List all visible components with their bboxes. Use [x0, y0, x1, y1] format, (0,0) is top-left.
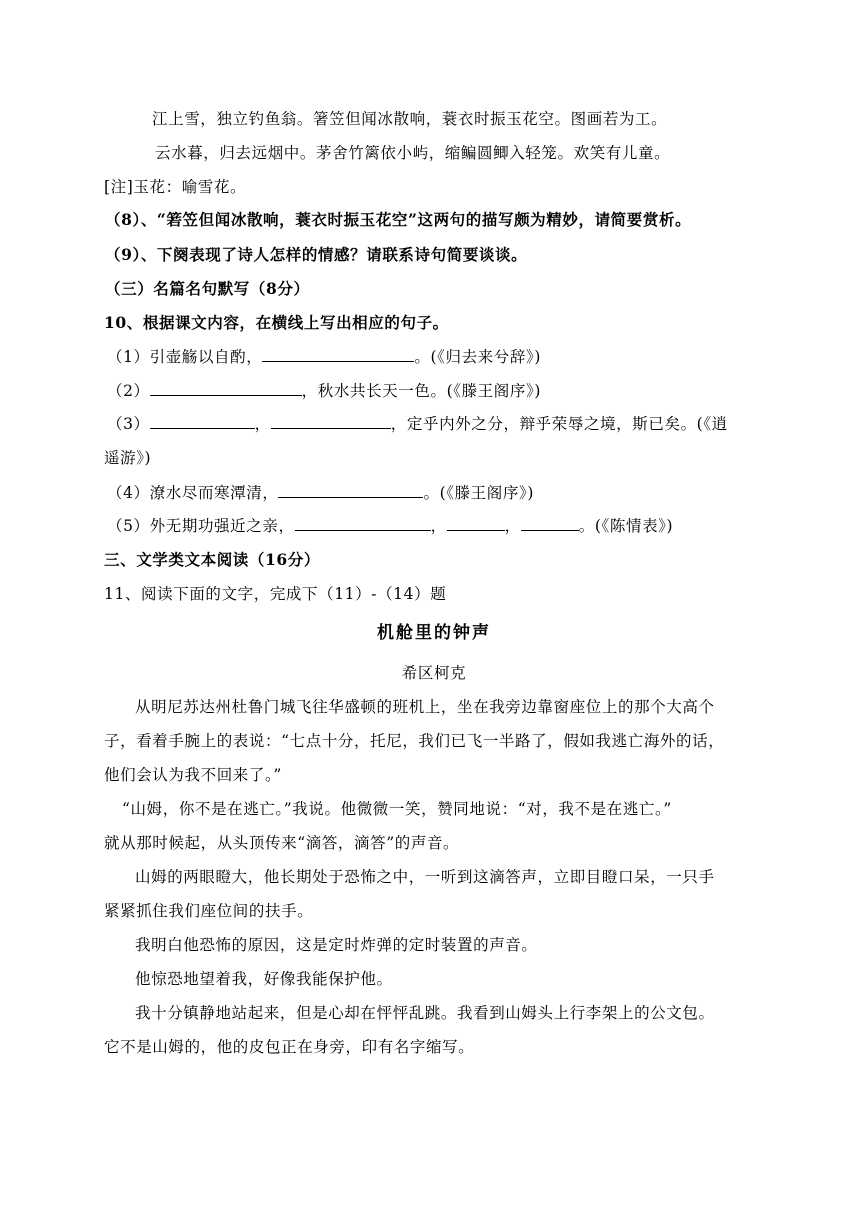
recite-item-1-suffix: 。(《归去来兮辞》) [414, 348, 541, 366]
answer-blank[interactable] [521, 516, 579, 531]
recite-item-1-prefix: （1）引壶觞以自酌， [107, 348, 263, 366]
story-paragraph-1-line-1: 从明尼苏达州杜鲁门城飞往华盛顿的班机上，坐在我旁边靠窗座位上的那个大高个 [135, 698, 715, 716]
recite-item-5-sep2: ， [504, 517, 521, 535]
recite-item-2-suffix: ，秋水共长天一色。(《滕王阁序》) [301, 382, 541, 400]
story-paragraph-6-line-2: 它不是山姆的，他的皮包正在身旁，印有名字缩写。 [104, 1038, 475, 1056]
recite-item-3 [107, 414, 767, 434]
recite-item-1 [107, 347, 767, 367]
poem-line-2: 云水暮，归去远烟中。茅舍竹篱依小屿，缩鳊圆鲫入轻笼。欢笑有儿童。 [155, 144, 671, 162]
story-title: 机舱里的钟声 [377, 623, 491, 643]
answer-blank[interactable] [278, 483, 423, 498]
section-three-header: 三、文学类文本阅读（16分） [104, 550, 320, 569]
recite-item-5 [107, 516, 767, 536]
recite-item-3-cont: 遥游》) [104, 449, 152, 467]
story-paragraph-3-line-1: 山姆的两眼瞪大，他长期处于恐怖之中，一听到这滴答声，立即目瞪口呆，一只手 [135, 868, 715, 886]
story-author: 希区柯克 [401, 664, 467, 682]
recite-item-3-sep: ， [254, 415, 271, 433]
answer-blank[interactable] [262, 347, 414, 362]
answer-blank[interactable] [271, 414, 391, 429]
story-paragraph-6-line-1: 我十分镇静地站起来，但是心却在怦怦乱跳。我看到山姆头上行李架上的公文包。 [135, 1004, 715, 1022]
recite-item-3-suffix: ，定乎内外之分，辩乎荣辱之境，斯已矣。(《逍 [390, 415, 728, 433]
recite-item-4-suffix: 。(《滕王阁序》) [423, 484, 534, 502]
story-paragraph-2-line-1: “山姆，你不是在逃亡。”我说。他微微一笑，赞同地说：“对，我不是在逃亡。” [122, 800, 672, 818]
story-paragraph-1-line-3: 他们会认为我不回来了。” [104, 766, 282, 784]
recite-section-header: （三）名篇名句默写（8分） [105, 279, 310, 298]
recite-item-2-prefix: （2） [107, 382, 150, 400]
recite-item-2 [107, 381, 767, 401]
question-8: （8）、“箬笠但闻冰散响，蓑衣时振玉花空”这两句的描写颇为精妙，请简要赏析。 [105, 210, 692, 229]
answer-blank[interactable] [295, 516, 431, 531]
recite-item-5-sep1: ， [430, 517, 447, 535]
story-paragraph-3-line-2: 紧紧抓住我们座位间的扶手。 [104, 902, 314, 920]
recite-item-5-suffix: 。(《陈情表》) [578, 517, 674, 535]
recite-item-3-prefix: （3） [107, 415, 150, 433]
recite-item-4-prefix: （4）潦水尽而寒潭清， [107, 484, 279, 502]
story-paragraph-2-line-2: 就从那时候起，从头顶传来“滴答，滴答”的声音。 [104, 834, 460, 852]
poem-note: [注]玉花：喻雪花。 [104, 178, 247, 196]
story-paragraph-5: 他惊恐地望着我，好像我能保护他。 [135, 970, 393, 988]
story-paragraph-4: 我明白他恐怖的原因，这是定时炸弹的定时装置的声音。 [135, 936, 538, 954]
question-10: 10、根据课文内容，在横线上写出相应的句子。 [104, 313, 449, 332]
answer-blank[interactable] [150, 381, 302, 396]
question-9: （9）、下阕表现了诗人怎样的情感？请联系诗句简要谈谈。 [105, 245, 528, 264]
story-paragraph-1-line-2: 子，看着手腕上的表说：“七点十分，托尼，我们已飞一半路了，假如我逃亡海外的话， [104, 732, 725, 750]
answer-blank[interactable] [447, 516, 505, 531]
question-11: 11、阅读下面的文字，完成下（11）-（14）题 [104, 585, 447, 603]
poem-line-1: 江上雪，独立钓鱼翁。箸笠但闻冰散响，蓑衣时振玉花空。图画若为工。 [152, 110, 668, 128]
answer-blank[interactable] [150, 414, 255, 429]
recite-item-4 [107, 483, 767, 503]
recite-item-5-prefix: （5）外无期功强近之亲， [107, 517, 295, 535]
